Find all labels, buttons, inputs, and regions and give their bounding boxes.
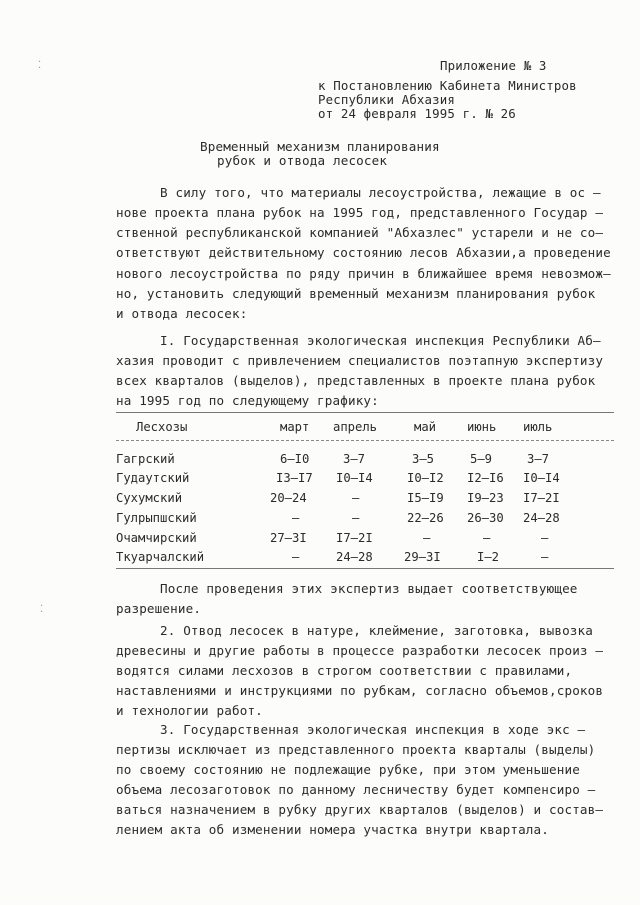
- cell-july: I0–I4: [523, 471, 560, 485]
- col-header-april: апрель: [333, 420, 378, 434]
- cell-march: 27–3I: [270, 531, 307, 545]
- point-3-line: пертизы исключает из представленного проекта кварталы (выделы): [116, 742, 596, 757]
- cell-july: –: [541, 550, 549, 564]
- cell-july: I7–2I: [523, 491, 560, 505]
- cell-april: 24–28: [336, 550, 373, 564]
- scan-mark-icon: ⁚: [38, 60, 42, 71]
- header-line-3: от 24 февраля 1995 г. № 26: [318, 106, 516, 121]
- appendix-label: Приложение № 3: [440, 58, 547, 73]
- cell-april: 3–7: [343, 452, 366, 466]
- table-header-rule: [116, 440, 614, 441]
- intro-line: ственной республиканской компанией "Абхазлес" устарели и не со–: [116, 225, 604, 240]
- col-header-july: июль: [523, 420, 553, 434]
- intro-line: нове проекта плана рубок на 1995 год, представленного Государ –: [116, 205, 604, 220]
- col-header-leskhozy: Лесхозы: [136, 420, 188, 434]
- cell-april: –: [352, 511, 360, 525]
- header-line-1: к Постановлению Кабинета Министров: [318, 78, 577, 93]
- cell-march: –: [292, 511, 300, 525]
- point-2-line: 2. Отвод лесосек в натуре, клеймение, заготовка, вывозка: [160, 623, 593, 638]
- table-bottom-rule: [116, 568, 614, 569]
- cell-april: –: [352, 491, 360, 505]
- cell-may: 3–5: [412, 452, 435, 466]
- leskhoz-name: Ткуарчалский: [116, 550, 205, 564]
- header-line-2: Республики Абхазия: [318, 92, 455, 107]
- cell-may: 29–3I: [404, 550, 441, 564]
- cell-july: 24–28: [523, 511, 560, 525]
- col-header-june: июнь: [467, 420, 497, 434]
- leskhoz-name: Гудаутский: [116, 471, 190, 485]
- cell-may: –: [423, 531, 431, 545]
- document-title-line-2: рубок и отвода лесосек: [217, 153, 388, 168]
- cell-june: I–2: [477, 550, 500, 564]
- cell-may: 22–26: [407, 511, 444, 525]
- leskhoz-name: Очамчирский: [116, 531, 197, 545]
- point-2-line: древесины и другие работы в процессе разработки лесосек произ –: [116, 643, 604, 658]
- cell-may: I0–I2: [407, 471, 444, 485]
- point-1-line: I. Государственная экологическая инспекция Республики Аб–: [160, 333, 601, 348]
- cell-april: I7–2I: [336, 531, 373, 545]
- point-3-line: лением акта об изменении номера участка внутри квартала.: [116, 822, 549, 837]
- cell-june: 26–30: [467, 511, 504, 525]
- cell-june: I9–23: [467, 491, 504, 505]
- leskhoz-name: Гагрский: [116, 452, 175, 466]
- col-header-may: май: [414, 420, 437, 434]
- cell-july: –: [541, 531, 549, 545]
- point-2-line: и технологии работ.: [116, 703, 263, 718]
- cell-march: 6–I0: [280, 452, 310, 466]
- cell-march: 20–24: [270, 491, 307, 505]
- col-header-march: март: [280, 420, 310, 434]
- intro-line: ответствуют действительному состоянию лесов Абхазии,а проведение: [116, 245, 611, 260]
- point-2-line: наставлениями и инструкциями по рубкам, согласно объемов,сроков: [116, 683, 604, 698]
- cell-june: 5–9: [470, 452, 493, 466]
- leskhoz-name: Гулрыпшский: [116, 511, 197, 525]
- leskhoz-name: Сухумский: [116, 491, 183, 505]
- cell-july: 3–7: [527, 452, 550, 466]
- point-3-line: по своему состоянию не подлежащие рубке, при этом уменьшение: [116, 762, 580, 777]
- cell-march: I3–I7: [276, 471, 313, 485]
- cell-june: I2–I6: [467, 471, 504, 485]
- point-1-line: хазия проводит с привлечением специалистов поэтапную экспертизу: [116, 353, 604, 368]
- point-3-line: 3. Государственная экологическая инспекция в ходе экс –: [160, 722, 586, 737]
- intro-line: и отвода лесосек:: [116, 306, 248, 321]
- after-table-line: После проведения этих экспертиз выдает соответствующее: [160, 581, 578, 596]
- cell-june: –: [483, 531, 491, 545]
- intro-line: В силу того, что материалы лесоустройства, лежащие в ос –: [160, 185, 601, 200]
- cell-april: I0–I4: [336, 471, 373, 485]
- after-table-line: разрешение.: [116, 601, 202, 616]
- intro-line: но, установить следующий временный механизм планирования рубок: [116, 286, 596, 301]
- document-title-line-1: Временный механизм планирования: [200, 139, 440, 154]
- point-1-line: всех кварталов (выделов), представленных в проекте плана рубок: [116, 373, 596, 388]
- cell-march: –: [292, 550, 300, 564]
- point-2-line: водятся силами лесхозов в строгом соответствии с правилами,: [116, 663, 573, 678]
- point-3-line: ваться назначением в рубку других кварталов (выделов) и состав–: [116, 802, 604, 817]
- point-1-line: на 1995 год по следующему графику:: [116, 393, 379, 408]
- scan-mark-icon: ⁚: [40, 604, 44, 615]
- point-3-line: объема лесозаготовок по данному лесничеству будет компенсиро –: [116, 782, 596, 797]
- intro-line: нового лесоустройства по ряду причин в ближайшее время невозмож–: [116, 266, 611, 281]
- table-top-rule: [116, 412, 614, 413]
- cell-may: I5–I9: [407, 491, 444, 505]
